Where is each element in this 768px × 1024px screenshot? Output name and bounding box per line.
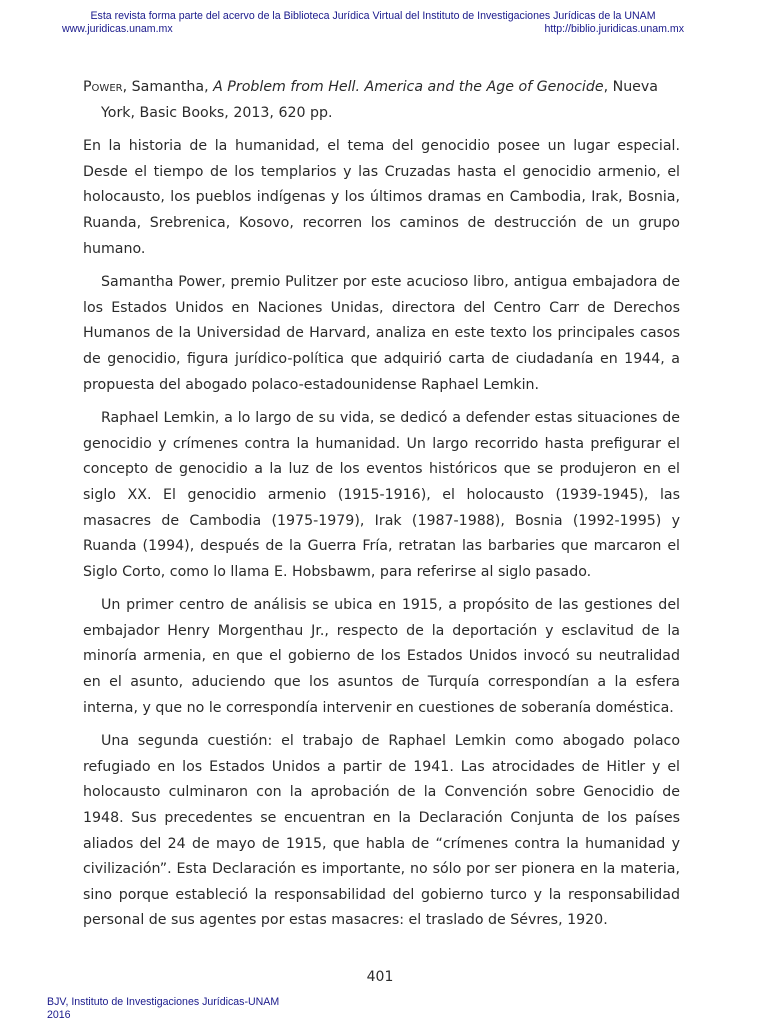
footer — [47, 996, 279, 1022]
footer-institution: BJV, Instituto de Investigaciones Jurídicas-UNAM — [47, 996, 280, 1008]
paragraph-5: Una segunda cuestión: el trabajo de Raphael Lemkin como abogado polaco refugiado en los Estados Unidos a partir de 1941. Las atrocidades de Hitler y el holocausto culminaron con la aprobación de la Convención sobre Genocidio de 1948. Sus precedentes se encuentran en la Declaración Conjunta de los países aliados del 24 de mayo de 1915, que habla de “crímenes contra la humanidad y civilización”. Esta Declaración es importante, no sólo por ser pionera en la materia, sino porque estableció la responsabilidad del gobierno turco y la responsabilidad personal de sus agentes por estas masacres: el traslado de Sévres, 1920. — [83, 733, 680, 929]
book-title: A Problem from Hell. America and the Age of Genocide — [213, 79, 604, 95]
book-reference — [83, 75, 680, 126]
juridicas-link[interactable]: www.juridicas.unam.mx — [62, 23, 173, 35]
page-number: 401 — [366, 969, 394, 985]
banner-notice: Esta revista forma parte del acervo de la Biblioteca Jurídica Virtual del Instituto de Investigaciones Jurídicas de la UNAM — [90, 10, 656, 22]
paragraph-1: En la historia de la humanidad, el tema del genocidio posee un lugar especial. Desde el tiempo de los templarios y las Cruzadas hasta el genocidio armenio, el holocausto, los pueblos indígenas y los últimos dramas en Cambodia, Irak, Bosnia, Ruanda, Srebrenica, Kosovo, recorren los caminos de destrucción de un grupo humano. — [83, 138, 680, 257]
repository-banner — [62, 10, 684, 36]
author-first-name: , Samantha, — [122, 79, 214, 95]
paragraph-4: Un primer centro de análisis se ubica en 1915, a propósito de las gestiones del embajador Henry Morgenthau Jr., respecto de la deportación y esclavitud de la minoría armenia, en que el gobierno de los Estados Unidos invocó su neutralidad en el asunto, aduciendo que los asuntos de Turquía correspondían a la esfera interna, y que no le correspondía intervenir en cuestiones de soberanía doméstica. — [83, 597, 680, 716]
book-publication: , Nueva York, Basic Books, 2013, 620 pp. — [101, 79, 659, 121]
review-body — [83, 75, 680, 942]
paragraph-3: Raphael Lemkin, a lo largo de su vida, se dedicó a defender estas situaciones de genocidio y crímenes contra la humanidad. Un largo recorrido hasta prefigurar el concepto de genocidio a la luz de los eventos históricos que se produjeron en el siglo XX. El genocidio armenio (1915-1916), el holocausto (1939-1945), las masacres de Cambodia (1975-1979), Irak (1987-1988), Bosnia (1992-1995) y Ruanda (1994), después de la Guerra Fría, retratan las barbaries que marcaron el Siglo Corto, como lo llama E. Hobsbawm, para referirse al siglo pasado. — [83, 410, 680, 580]
banner-links — [62, 23, 684, 36]
paragraph-2: Samantha Power, premio Pulitzer por este acucioso libro, antigua embajadora de los Estados Unidos en Naciones Unidas, directora del Centro Carr de Derechos Humanos de la Universidad de Harvard, analiza en este texto los principales casos de genocidio, figura jurídico-política que adquirió carta de ciudadanía en 1944, a propuesta del abogado polaco-estadounidense Raphael Lemkin. — [83, 274, 680, 393]
author-last-name: Power — [83, 79, 123, 95]
footer-year: 2016 — [47, 1009, 71, 1021]
biblio-link[interactable]: http://biblio.juridicas.unam.mx — [544, 23, 684, 35]
